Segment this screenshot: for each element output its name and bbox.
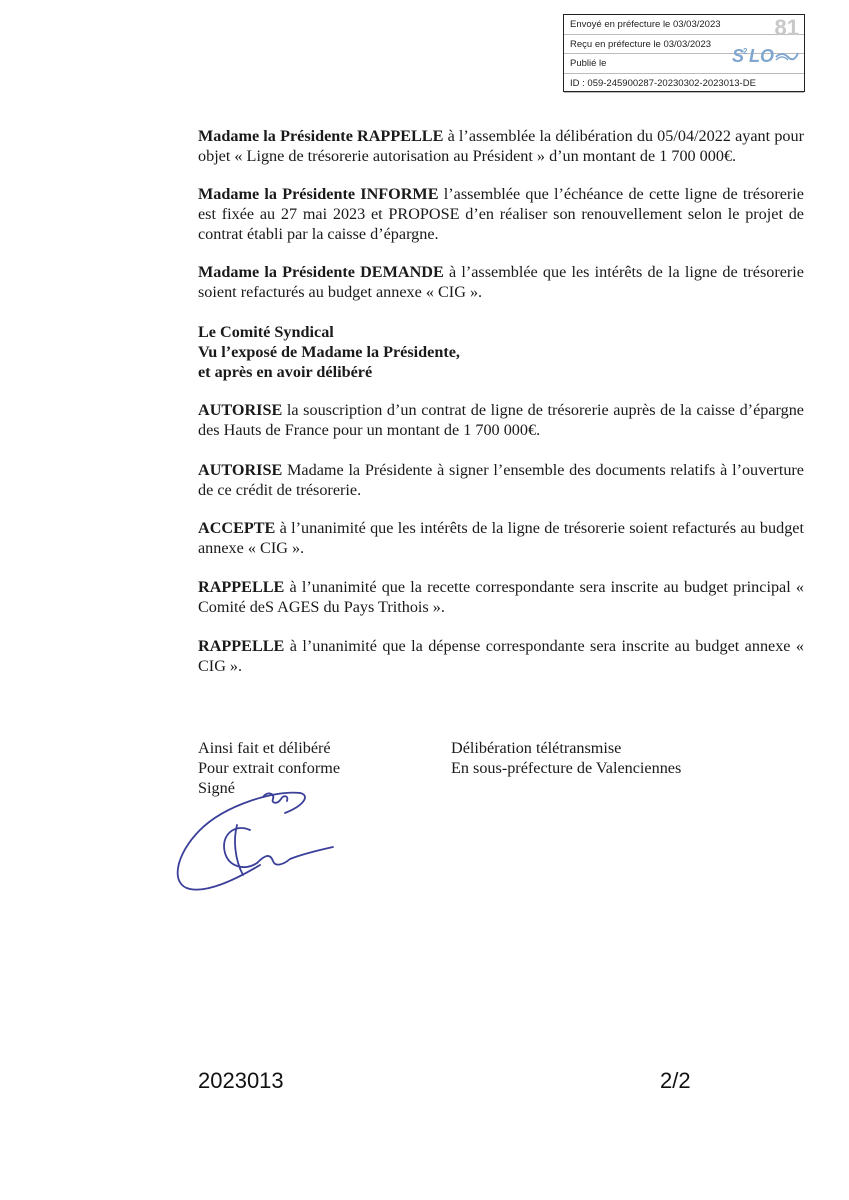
decision-lead: RAPPELLE [198,637,285,655]
svg-text:2: 2 [743,47,748,56]
decision-text: à l’unanimité que la recette correspondante sera inscrite au budget principal « Comité deS AGES du Pays Trithois ». [198,578,804,616]
stamp-published: Publié le [564,54,804,74]
decision-autorise-signature [198,460,804,500]
svg-text:S: S [732,46,745,66]
handwritten-signature [165,785,340,895]
decision-autorise-souscription [198,400,804,440]
decision-lead: AUTORISE [198,461,283,479]
stamp-sent: Envoyé en préfecture le 03/03/2023 [564,15,804,35]
committee-line: Le Comité Syndical [198,323,334,341]
decision-rappelle-recette [198,577,804,617]
stamp-received: Reçu en préfecture le 03/03/2023 [564,35,804,55]
paragraph-text: à l’assemblée la délibération du 05/04/2022 ayant pour objet « Ligne de trésorerie autorisation au Président » d’un montant de 1 700 000€. [198,127,804,165]
decision-text: à l’unanimité que la dépense correspondante sera inscrite au budget annexe « CIG ». [198,637,804,675]
decision-text: à l’unanimité que les intérêts de la ligne de trésorerie soient refacturés au budget annexe « CIG ». [198,519,804,557]
paragraph-informe [198,184,804,244]
transmission-line: Délibération télétransmise [451,739,622,757]
paragraph-demande [198,262,804,302]
paragraph-lead: Madame la Présidente INFORME [198,185,439,203]
decision-lead: ACCEPTE [198,519,276,537]
svg-text:LO: LO [749,46,774,66]
committee-line: et après en avoir délibéré [198,363,373,381]
stamp-id: ID : 059-245900287-20230302-2023013-DE [564,74,804,94]
signature-line: Ainsi fait et délibéré [198,739,331,757]
decision-rappelle-depense [198,636,804,676]
paragraph-lead: Madame la Présidente DEMANDE [198,263,444,281]
committee-heading [198,322,460,382]
decision-lead: RAPPELLE [198,578,285,596]
paragraph-lead: Madame la Présidente RAPPELLE [198,127,444,145]
paragraph-text: à l’assemblée que les intérêts de la ligne de trésorerie soient refacturés au budget annexe « CIG ». [198,263,804,301]
signature-line: Pour extrait conforme [198,759,341,777]
paragraph-rappel [198,126,804,166]
page-number: 2/2 [660,1068,691,1093]
decision-text: Madame la Présidente à signer l’ensemble des documents relatifs à l’ouverture de ce crédit de trésorerie. [198,461,804,499]
decision-text: la souscription d’un contrat de ligne de trésorerie auprès de la caisse d’épargne des Hauts de France pour un montant de 1 700 000€. [198,401,804,439]
stamp-number: 81 [774,15,799,40]
paragraph-text: l’assemblée que l’échéance de cette ligne de trésorerie est fixée au 27 mai 2023 et PROPOSE d’en réaliser son renouvellement selon le projet de contrat établi par la caisse d’épargne. [198,185,804,243]
prefecture-stamp [563,14,805,92]
s2lo-logo [730,45,800,67]
committee-line: Vu l’exposé de Madame la Présidente, [198,343,460,361]
transmission-line: En sous-préfecture de Valenciennes [451,759,682,777]
document-reference: 2023013 [198,1068,284,1093]
signature-line: Signé [198,779,235,797]
decision-lead: AUTORISE [198,401,283,419]
decision-accepte [198,518,804,558]
signature-block-right [451,738,681,778]
